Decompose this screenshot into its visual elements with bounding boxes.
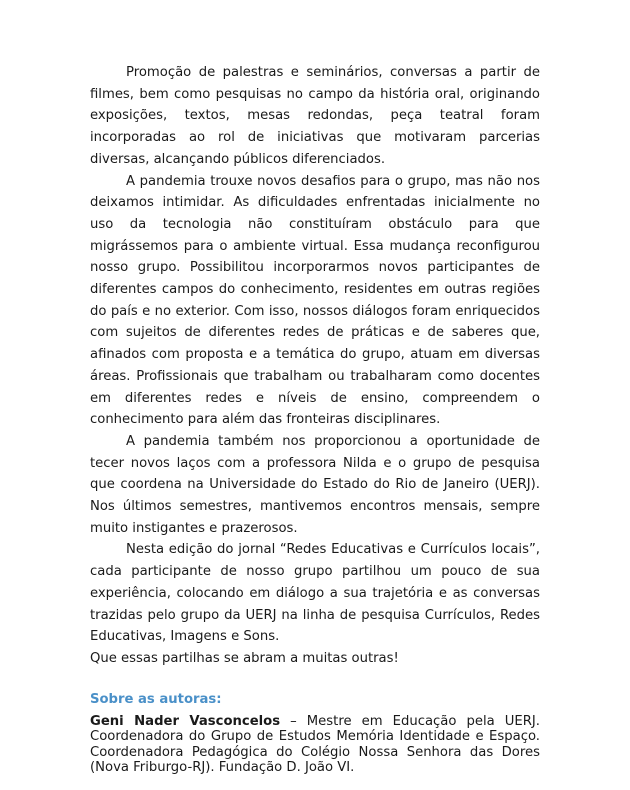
paragraph-2: A pandemia trouxe novos desafios para o grupo, mas não nos deixamos intimidar. As dificuldades enfrentadas inicialmente no uso da tecnologia não constituíram obstáculo para que migrássemos para o ambiente virtual. Essa mudança reconfigurou nosso grupo. Possibilitou incorporarmos novos participantes de diferentes campos do conhecimento, residentes em outras regiões do país e no exterior. Com isso, nossos diálogos foram enriquecidos com sujeitos de diferentes redes de práticas e de saberes que, afinados com proposta e a temática do grupo, atuam em diversas áreas. Profissionais que trabalham ou trabalharam como docentes em diferentes redes e níveis de ensino, compreendem o conhecimento para além das fronteiras disciplinares.: [90, 173, 540, 428]
paragraph-1: Promoção de palestras e seminários, conversas a partir de filmes, bem como pesquisas no campo da história oral, originando exposições, textos, mesas redondas, peça teatral foram incorporadas ao rol de iniciativas que motivaram parcerias diversas, alcançando públicos diferenciados.: [90, 65, 540, 167]
authors-section-title: Sobre as autoras:: [90, 691, 222, 707]
author-bio: [90, 714, 540, 776]
document-page: [90, 62, 540, 776]
paragraph-4: Nesta edição do jornal “Redes Educativas e Currículos locais”, cada participante de nosso grupo partilhou um pouco de sua experiência, colocando em diálogo a sua trajetória e as conversas trazidas pelo grupo da UERJ na linha de pesquisa Currículos, Redes Educativas, Imagens e Sons.: [90, 542, 540, 645]
author-bio-text: – Mestre em Educação pela UERJ. Coordenadora do Grupo de Estudos Memória Identidade e Espaço. Coordenadora Pedagógica do Colégio Nossa Senhora das Dores (Nova Friburgo-RJ). Fundação D. João VI.: [90, 713, 540, 776]
author-name: Geni Nader Vasconcelos: [90, 713, 281, 729]
paragraph-3: A pandemia também nos proporcionou a oportunidade de tecer novos laços com a professora Nilda e o grupo de pesquisa que coordena na Universidade do Estado do Rio de Janeiro (UERJ). Nos últimos semestres, mantivemos encontros mensais, sempre muito instigantes e prazerosos.: [90, 433, 540, 536]
closing-line: Que essas partilhas se abram a muitas outras!: [90, 650, 399, 666]
